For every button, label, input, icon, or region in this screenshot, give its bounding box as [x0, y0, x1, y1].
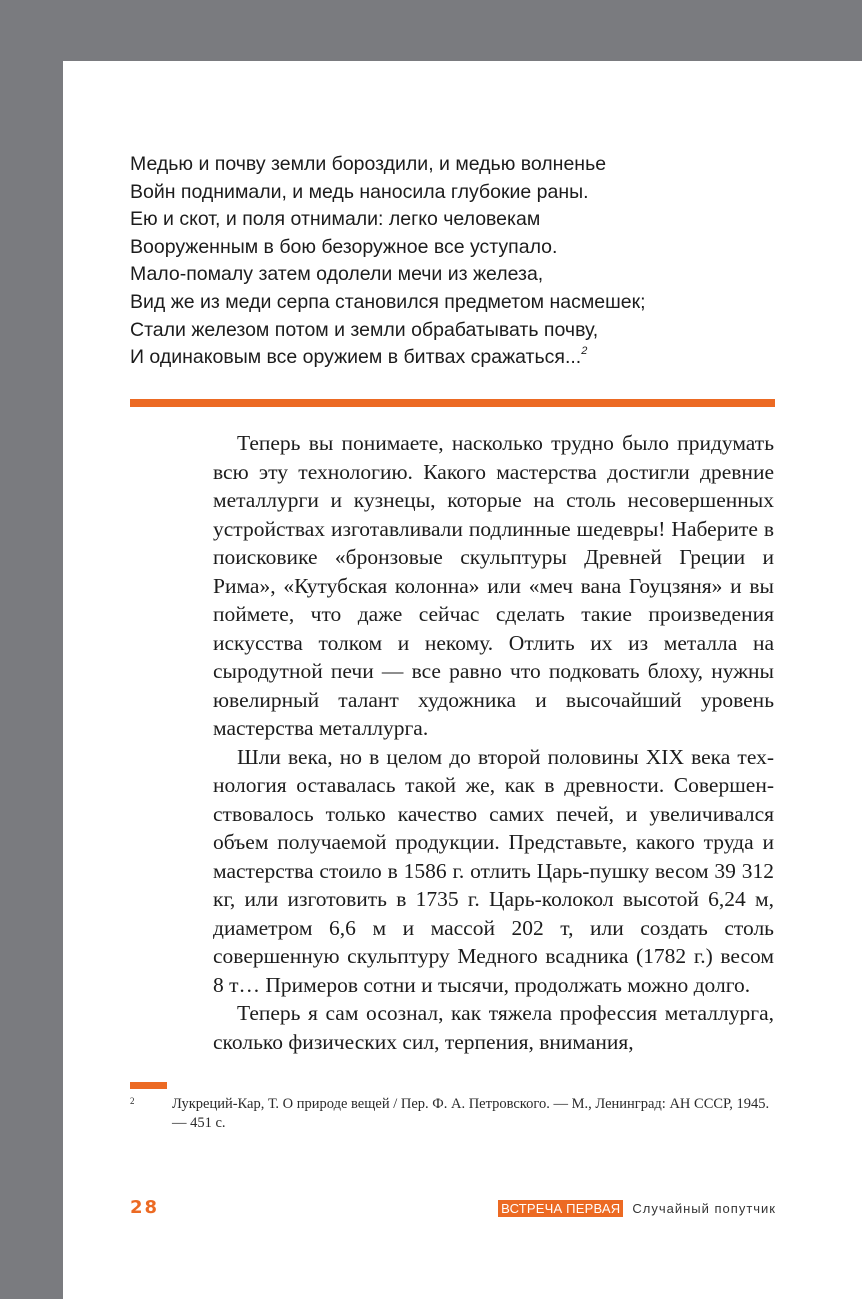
paragraph: Теперь вы понимаете, насколько трудно было придумать всю эту технологию. Какого мастерства достигли древние металлурги и кузнецы, которые на столь несовершенных устройствах изготавливали подлинные шедевры! Наберите в поисковике «бронзовые скульптуры Древней Греции и Рима», «Кутубская колонна» или «меч вана Гоуцзяня» и вы поймете, что даже сейчас сделать такие произведения искусства толком и некому. Отлить их из металла на сыродутной печи — все равно что подковать блоху, нужны ювелирный талант художника и высочайший уровень мастерства металлурга.: [213, 431, 774, 740]
footnote-text: Лукреций-Кар, Т. О природе вещей / Пер. Ф. А. Петровского. — М., Ленинград: АН СССР, 1945. — 451 с.: [172, 1096, 770, 1131]
poem-line: Мало-помалу затем одолели мечи из железа,: [130, 263, 544, 286]
footnote: [130, 1095, 780, 1133]
poem-line: Войн поднимали, и медь наносила глубокие раны.: [130, 180, 589, 203]
paragraph: Шли века, но в целом до второй половины XIX века технология оставалась такой же, как в древности. Совершенствовалось только качество самих печей, и увеличивался объем получаемой продукции. Представьте, какого труда и мастерства стоило в 1586 г. отлить Царь-пушку весом 39 312 кг, или изготовить в 1735 г. Царь-колокол высотой 6,24 м, диаметром 6,6 м и массой 202 т, или создать столь совершенную скульптуру Медного всадника (1782 г.) весом 8 т… Примеров сотни и тысячи, продолжать можно долго.: [213, 744, 774, 997]
poem-line: Стали железом потом и земли обрабатывать почву,: [130, 318, 599, 341]
poem-line: Ею и скот, и поля отнимали: легко человекам: [130, 208, 541, 231]
poem-line-last: [130, 344, 790, 372]
paragraph: Теперь я сам осознал, как тяжела профессия металлурга, сколько физических сил, терпения, внимания,: [213, 1001, 774, 1054]
poem-line: Вид же из меди серпа становился предметом насмешек;: [130, 290, 646, 313]
footnote-divider: [130, 1082, 167, 1089]
book-page: [63, 61, 862, 1299]
section-divider: [130, 399, 775, 407]
poem-line-text: И одинаковым все оружием в битвах сражаться...: [130, 346, 582, 369]
main-text: [213, 429, 774, 1056]
poem-quote: [130, 151, 790, 372]
chapter-tag: ВСТРЕЧА ПЕРВАЯ: [498, 1200, 623, 1217]
chapter-title: Случайный попутчик: [632, 1201, 776, 1216]
poem-line: Медью и почву земли бороздили, и медью волненье: [130, 153, 607, 175]
running-head: [498, 1200, 776, 1217]
poem-line: Вооруженным в бою безоружное все уступало.: [130, 235, 558, 258]
footnote-number: 2: [130, 1096, 135, 1106]
page-number: 28: [130, 1197, 160, 1218]
footnote-reference[interactable]: 2: [581, 345, 588, 358]
